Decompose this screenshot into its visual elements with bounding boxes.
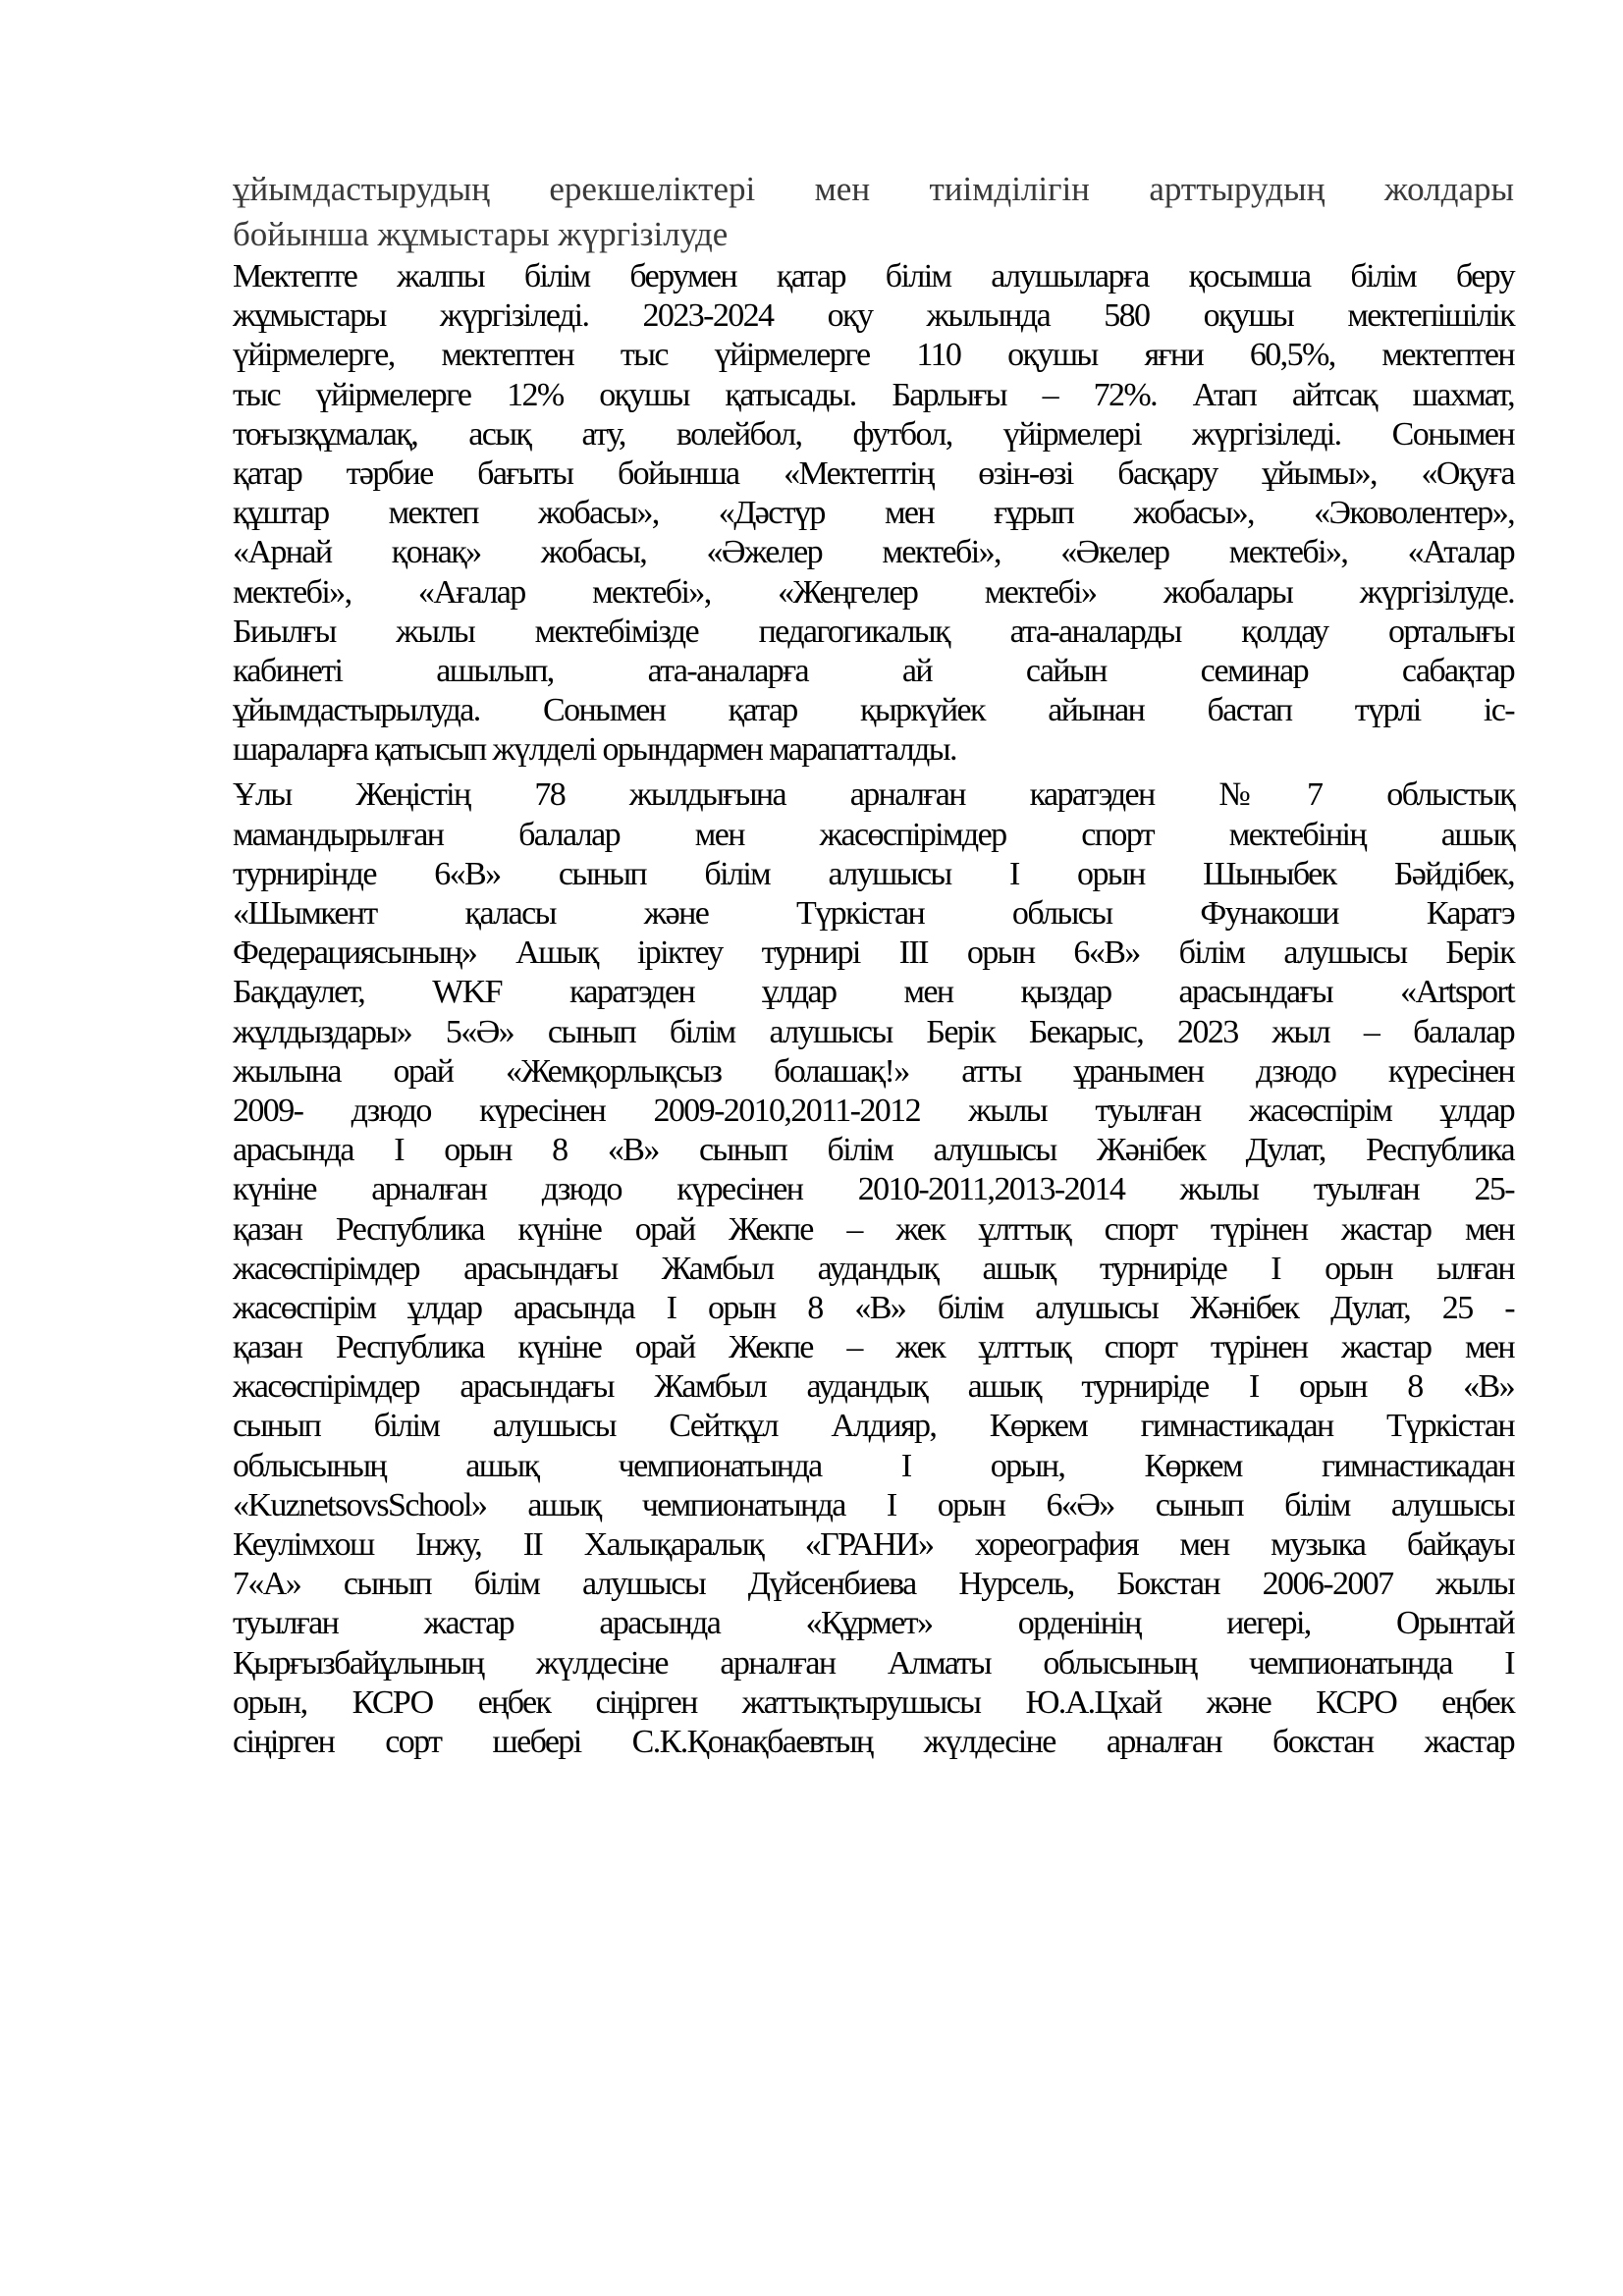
- text-line: орын, КСРО еңбек сіңірген жаттықтырушысы Ю.А.Цхай және КСРО еңбек: [233, 1683, 1514, 1721]
- text-line: «Шымкент қаласы және Түркістан облысы Фунакоши Каратэ: [233, 895, 1514, 932]
- text-line: арасында I орын 8 «В» сынып білім алушысы Жәнібек Дулат, Республика: [233, 1132, 1514, 1169]
- text-line: мамандырылған балалар мен жасөспірімдер спорт мектебінің ашық: [233, 816, 1514, 853]
- text-line: жасөспірім ұлдар арасында I орын 8 «В» білім алушысы Жәнібек Дулат, 25 -: [233, 1289, 1514, 1326]
- text-line: тоғызқұмалақ, асық ату, волейбол, футбол, үйірмелері жүргізіледі. Сонымен: [233, 415, 1514, 453]
- text-line: мектебі», «Ағалар мектебі», «Жеңгелер мектебі» жобалары жүргізілуде.: [233, 573, 1514, 611]
- text-line: ұйымдастырудың ерекшеліктері мен тиімділігін арттырудың жолдары: [233, 170, 1514, 208]
- text-line: Қырғызбайұлының жүлдесіне арналған Алматы облысының чемпионатында I: [233, 1644, 1514, 1682]
- text-line: Бақдаулет, WKF каратэден ұлдар мен қыздар арасындағы «Artsport: [233, 974, 1514, 1011]
- document-page: [233, 167, 1514, 1762]
- text-line: жұмыстары жүргізіледі. 2023-2024 оқу жылында 580 оқушы мектепішілік: [233, 297, 1514, 335]
- text-line: Мектепте жалпы білім берумен қатар білім алушыларға қосымша білім беру: [233, 258, 1514, 294]
- paragraph-achievements: [233, 775, 1514, 1762]
- text-line: жұлдыздары» 5«Ә» сынып білім алушысы Берік Бекарыс, 2023 жыл – балалар: [233, 1013, 1514, 1050]
- text-line: қазан Республика күніне орай Жекпе – жек ұлттық спорт түрінен жастар мен: [233, 1329, 1514, 1366]
- text-line: облысының ашық чемпионатында I орын, Көркем гимнастикадан: [233, 1447, 1514, 1484]
- text-line: сынып білім алушысы Сейтқұл Алдияр, Көркем гимнастикадан Түркістан: [233, 1408, 1514, 1445]
- text-line: Ұлы Жеңістің 78 жылдығына арналған каратэден №7 облыстық: [233, 776, 1514, 814]
- paragraph-extracurricular: [233, 257, 1514, 770]
- text-line: туылған жастар арасында «Құрмет» орденінің иегері, Орынтай: [233, 1605, 1514, 1642]
- text-line: «KuznetsovsSchool» ашық чемпионатында I орын 6«Ә» сынып білім алушысы: [233, 1486, 1514, 1523]
- text-line: сіңірген сорт шебері С.К.Қонақбаевтың жүлдесіне арналған бокстан жастар: [233, 1723, 1514, 1760]
- text-line: жылына орай «Жемқорлықсыз болашақ!» атты ұранымен дзюдо күресінен: [233, 1052, 1514, 1090]
- text-line: 7«А» сынып білім алушысы Дүйсенбиева Нурсель, Бокстан 2006-2007 жылы: [233, 1566, 1514, 1603]
- text-line: тыс үйірмелерге 12% оқушы қатысады. Барлығы – 72%. Атап айтсақ шахмат,: [233, 376, 1514, 413]
- text-line: күніне арналған дзюдо күресінен 2010-2011,2013-2014 жылы туылған 25-: [233, 1171, 1514, 1208]
- text-line: кабинеті ашылып, ата-аналарға ай сайын семинар сабақтар: [233, 652, 1514, 689]
- text-line: қазан Республика күніне орай Жекпе – жек ұлттық спорт түрінен жастар мен: [233, 1210, 1514, 1248]
- text-line: турнирінде 6«В» сынып білім алушысы I орын Шыныбек Бәйдібек,: [233, 855, 1514, 892]
- text-line: ұйымдастырылуда. Сонымен қатар қыркүйек айынан бастап түрлі іс-: [233, 692, 1514, 729]
- text-line: Кеулімхош Інжу, II Халықаралық «ГРАНИ» хореография мен музыка байқауы: [233, 1526, 1514, 1563]
- intro-continuation: [233, 167, 1514, 257]
- text-line: «Арнай қонақ» жобасы, «Әжелер мектебі», «Әкелер мектебі», «Аталар: [233, 534, 1514, 571]
- text-line: қатар тәрбие бағыты бойынша «Мектептің өзін-өзі басқару ұйымы», «Оқуға: [233, 454, 1514, 492]
- text-line: Биылғы жылы мектебімізде педагогикалық ата-аналарды қолдау орталығы: [233, 613, 1514, 650]
- text-line: жасөспірімдер арасындағы Жамбыл аудандық ашық турниріде I орын 8 «В»: [233, 1368, 1514, 1406]
- text-line: 2009- дзюдо күресінен 2009-2010,2011-2012 жылы туылған жасөспірім ұлдар: [233, 1092, 1514, 1129]
- text-line: Федерациясының» Ашық іріктеу турнирі III орын 6«В» білім алушысы Берік: [233, 934, 1514, 972]
- text-line: құштар мектеп жобасы», «Дәстүр мен ғұрып жобасы», «Эковолентер»,: [233, 495, 1514, 532]
- text-line: бойынша жұмыстары жүргізілуде: [233, 215, 729, 253]
- text-line: шараларға қатысып жүлделі орындармен марапатталды.: [233, 731, 956, 769]
- text-line: жасөспірімдер арасындағы Жамбыл аудандық ашық турниріде I орын ылған: [233, 1250, 1514, 1287]
- text-line: үйірмелерге, мектептен тыс үйірмелерге 110 оқушы яғни 60,5%, мектептен: [233, 337, 1514, 374]
